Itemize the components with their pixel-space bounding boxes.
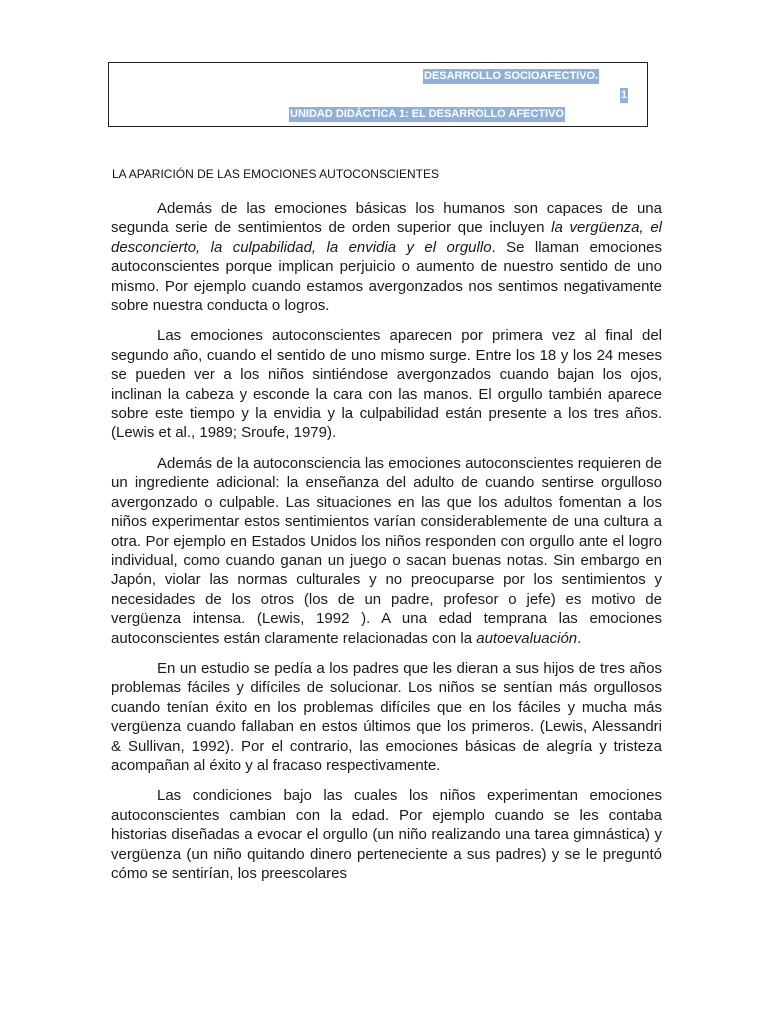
document-body (111, 199, 662, 883)
paragraph: En un estudio se pedía a los padres que les dieran a sus hijos de tres años problemas fáciles y difíciles de solucionar. Los niños se sentían más orgullosos cuando tenían éxito en los problemas difíciles que en los fáciles y mucha más vergüenza cuando fallaban en estos últimos que los primeros. (Lewis, Alessandri & Sullivan, 1992). Por el contrario, las emociones básicas de alegría y tristeza acompañan al éxito y al fracaso respectivamente. (111, 659, 662, 774)
course-title: DESARROLLO SOCIOAFECTIVO. (424, 70, 599, 82)
paragraph-text: . Se llaman emociones autoconscientes porque implican perjuicio o aumento de nuestro sentido de uno mismo. Por ejemplo cuando estamos avergonzados nos sentimos negativamente sobre nuestra conducta o logros. (111, 238, 663, 315)
paragraph (111, 454, 662, 648)
unit-title: UNIDAD DIDÁCTICA 1: EL DESARROLLO AFECTIVO (290, 108, 564, 120)
paragraph: Las emociones autoconscientes aparecen por primera vez al final del segundo año, cuando el sentido de uno mismo surge. Entre los 18 y los 24 meses se pueden ver a los niños sintiéndose avergonzados cuando bajan los ojos, inclinan la cabeza y esconde la cara con las manos. El orgullo también aparece sobre este tiempo y la envidia y la culpabilidad están presente a los tres años. (Lewis et al., 1989; Sroufe, 1979). (111, 327, 662, 442)
section-heading: LA APARICIÓN DE LAS EMOCIONES AUTOCONSCIENTES (112, 167, 439, 181)
document-header (108, 62, 648, 127)
paragraph-text: Además de la autoconsciencia las emociones autoconscientes requieren de un ingrediente adicional: la enseñanza del adulto de cuando sentirse orgulloso avergonzado o culpable. Las situaciones en las que los adultos fomentan a los niños experimentar estos sentimientos varían considerablemente de una cultura a otra. Por ejemplo en Estados Unidos los niños responden con orgullo ante el logro individual, como cuando ganan un juego o sacan buenas notas. Sin embargo en Japón, violar las normas culturales y no preocuparse por los sentimientos y necesidades de los otros (los de un padre, profesor o jefe) es motivo de vergüenza intensa. (Lewis, 1992 ). A una edad temprana las emociones autoconscientes están claramente relacionadas con la (111, 454, 662, 647)
paragraph (111, 199, 662, 315)
page-number: 1 (621, 89, 628, 101)
emphasis-text: la vergüenza, el desconcierto, la culpabilidad, la envidia y el orgullo (111, 219, 662, 256)
paragraph: Las condiciones bajo las cuales los niños experimentan emociones autoconscientes cambian con la edad. Por ejemplo cuando se les contaba historias diseñadas a evocar el orgullo (un niño realizando una tarea gimnástica) y vergüenza (un niño quitando dinero perteneciente a sus padres) y se le preguntó cómo se sentirían, los preescolares (111, 787, 662, 882)
paragraph-text: Además de las emociones básicas los humanos son capaces de una segunda serie de sentimientos de orden superior que incluyen (111, 200, 662, 237)
paragraph-text: . (577, 629, 582, 647)
emphasis-text: autoevaluación (476, 629, 578, 647)
